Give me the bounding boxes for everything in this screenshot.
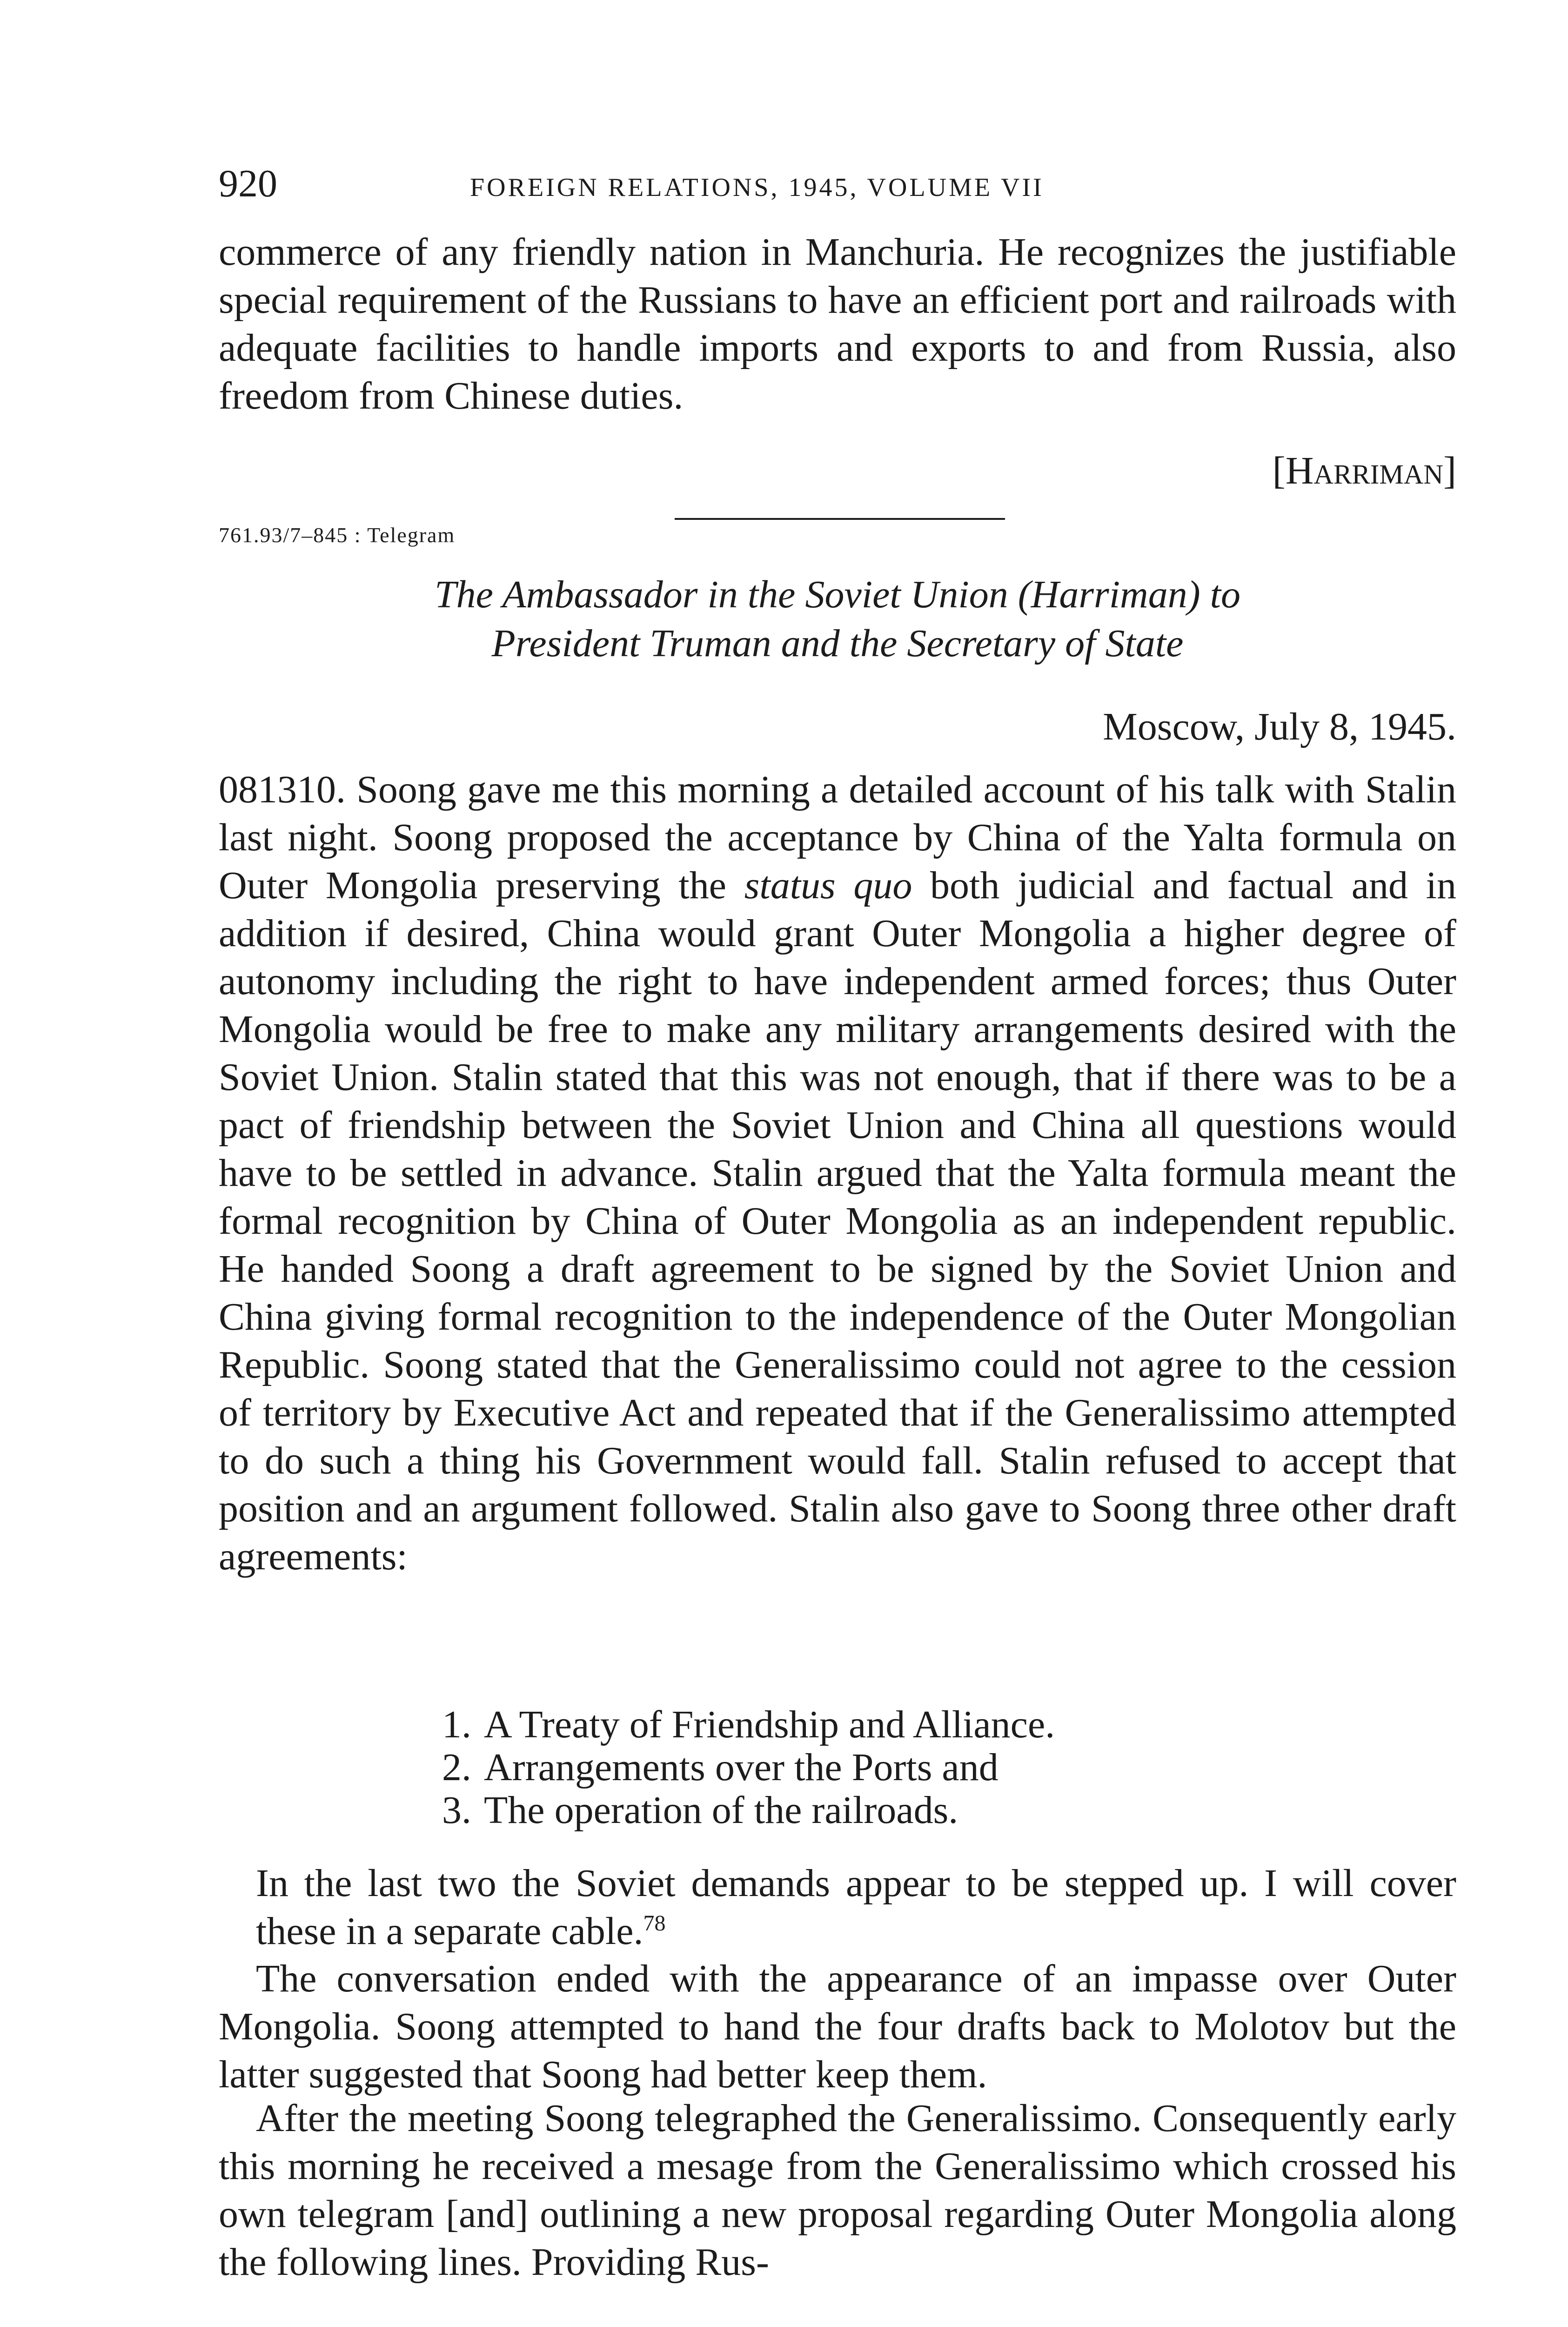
telegram-paragraph-3: The conversation ended with the appearance of an impasse over Outer Mongolia. Soong attempted to hand the four drafts back to Molotov but the latter suggested that Soong had better keep them. [219, 1957, 1456, 2096]
paragraph-1-italic: status quo [744, 864, 912, 907]
continued-paragraph: commerce of any friendly nation in Manchuria. He recognizes the justifiable special requirement of the Russians to have an efficient port and railroads with adequate facilities to handle imports and exports to and from Russia, also freedom from Chinese duties. [219, 230, 1456, 417]
paragraph-1-text-a: 081310. Soong gave me this morning a detailed account of his talk with Stalin last night. Soong proposed the acceptance by China of the Yalta formula on Outer Mongolia preserving the [219, 768, 1456, 907]
page-number: 920 [219, 162, 277, 205]
section-divider [675, 518, 1005, 520]
list-item: 2. Arrangements over the Ports and [442, 1746, 998, 1789]
draft-agreements-list [442, 1703, 1055, 1832]
footnote-reference[interactable]: 78 [643, 1911, 666, 1936]
list-item: 1. A Treaty of Friendship and Alliance. [442, 1703, 1055, 1746]
document-heading [219, 570, 1456, 668]
running-header [219, 158, 1456, 209]
telegram-paragraph-4: After the meeting Soong telegraphed the Generalissimo. Consequently early this morning he received a mesage from the Generalissimo which crossed his own telegram [and] outlining a new proposal regarding Outer Mongolia along the following lines. Providing Rus- [219, 2097, 1456, 2284]
signature: [Harriman] [1272, 449, 1456, 492]
telegram-paragraph-1 [219, 766, 1456, 1580]
heading-line-1: The Ambassador in the Soviet Union (Harriman) to [434, 573, 1241, 616]
paragraph-1-text-b: both judicial and factual and in addition if desired, China would grant Outer Mongolia a higher degree of autonomy including the right to have independent armed forces; thus Outer Mongolia would be free to make any military arrangements desired with the Soviet Union. Stalin stated that this was not enough, that if there was to be a pact of friendship between the Soviet Union and China all questions would have to be settled in advance. Stalin argued that the Yalta formula meant the formal recognition by China of Outer Mongolia as an independent republic. He handed Soong a draft agreement to be signed by the Soviet Union and China giving formal recognition to the independence of the Outer Mongolian Republic. Soong stated that the Generalissimo could not agree to the cession of territory by Executive Act and repeated that if the Generalissimo attempted to do such a thing his Government would fall. Stalin refused to accept that position and an argument followed. Stalin also gave to Soong three other draft agreements: [219, 864, 1456, 1578]
running-title: FOREIGN RELATIONS, 1945, VOLUME VII [470, 173, 1044, 202]
telegram-paragraph-2: In the last two the Soviet demands appear to be stepped up. I will cover these in a separate cable.$^{78}$ [256, 1862, 1456, 1953]
file-reference: 761.93/7–845 : Telegram [219, 523, 456, 547]
heading-line-2: President Truman and the Secretary of State [491, 622, 1184, 665]
dateline: Moscow, July 8, 1945. [1103, 705, 1456, 748]
list-item: 3. The operation of the railroads. [442, 1789, 958, 1832]
